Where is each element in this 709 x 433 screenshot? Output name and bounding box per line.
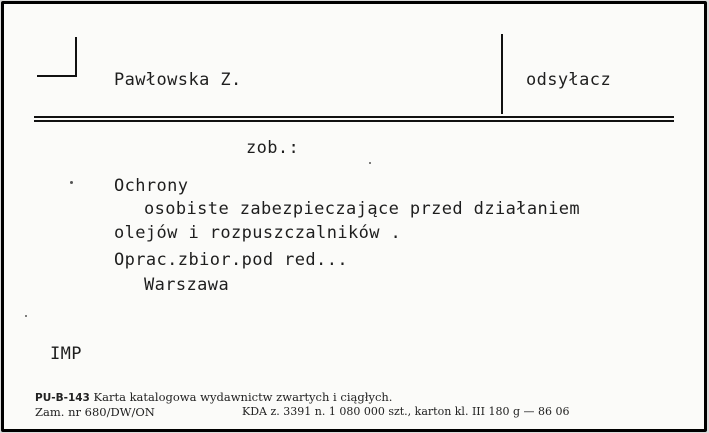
corner-mark-horizontal <box>37 75 77 77</box>
stamp-mark: IMP <box>50 344 82 364</box>
see-reference: zob.: <box>246 138 300 158</box>
header-rule-bottom <box>34 120 674 122</box>
ink-speck <box>25 315 27 317</box>
form-description: Karta katalogowa wydawnictw zwartych i ciągłych. <box>93 390 393 404</box>
catalog-card <box>1 1 707 432</box>
editor-line: Oprac.zbior.pod red... <box>114 250 348 270</box>
order-number: Zam. nr 680/DW/ON <box>35 405 155 419</box>
ink-speck <box>369 162 371 164</box>
print-details: KDA z. 3391 n. 1 080 000 szt., karton kl. III 180 g — 86 06 <box>242 405 570 418</box>
subject-line-3: olejów i rozpuszczalników . <box>114 223 402 243</box>
header-rule-top <box>34 116 674 118</box>
subject-line-2: osobiste zabezpieczające przed działaniem <box>144 199 581 219</box>
footer-line-2 <box>35 405 155 419</box>
card-type: odsyłacz <box>526 70 612 90</box>
footer-line-2-right <box>242 405 570 418</box>
corner-mark-vertical <box>75 37 77 77</box>
header-divider <box>501 34 503 114</box>
form-code: PU-B-143 <box>35 392 90 404</box>
footer-line-1 <box>35 390 392 404</box>
author-name: Pawłowska Z. <box>114 70 242 90</box>
subject-heading: Ochrony <box>114 176 189 196</box>
ink-speck <box>70 181 73 184</box>
place-line: Warszawa <box>144 275 230 295</box>
